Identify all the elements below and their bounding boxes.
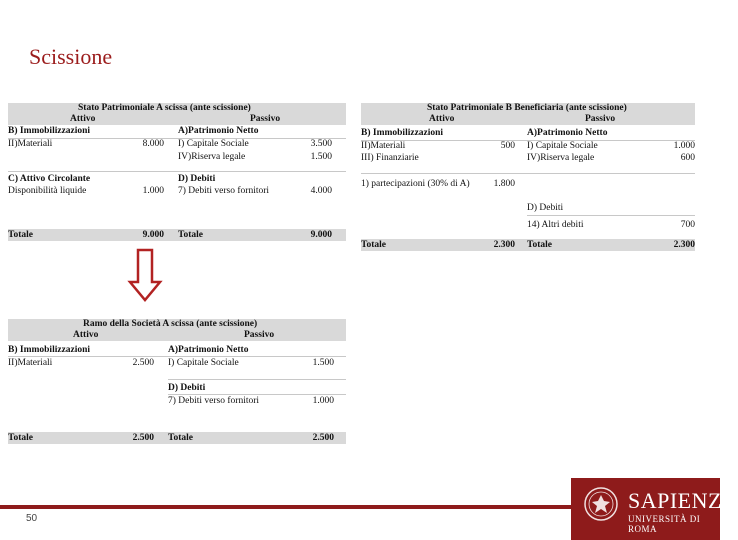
logo-subtitle: UNIVERSITÀ DI ROMA xyxy=(628,514,701,534)
down-arrow-icon xyxy=(128,248,162,302)
page-number: 50 xyxy=(26,513,38,524)
balance-sheet-a: Stato Patrimoniale A scissa (ante scissione) Attivo Passivo B) Immobilizzazioni A)Patrimonio Netto II)Materiali 8.000 I) Capitale Sociale 3.500 IV)Riserva legale 1.500 C) Attivo Circolante D) Debiti Disponibilità liquide 1.000 7) Debiti verso fornitori 4.000 Totale 9.000 Totale 9.000 xyxy=(8,103,346,243)
column-headers: Attivo Passivo xyxy=(8,330,346,341)
total-row: Totale 2.500 Totale 2.500 xyxy=(8,432,346,444)
column-headers: Attivo Passivo xyxy=(361,114,695,125)
column-headers: Attivo Passivo xyxy=(8,114,346,125)
seal-icon xyxy=(583,486,619,522)
table-header: Stato Patrimoniale A scissa (ante scissione) xyxy=(8,103,346,114)
table-header: Stato Patrimoniale B Beneficiaria (ante scissione) xyxy=(361,103,695,114)
total-row: Totale 9.000 Totale 9.000 xyxy=(8,229,346,241)
branch-balance-sheet: Ramo della Società A scissa (ante scissione) Attivo Passivo B) Immobilizzazioni A)Patrimonio Netto II)Materiali 2.500 I) Capitale Sociale 1.500 D) Debiti 7) Debiti verso fornitori 1.000 Totale 2.500 Totale 2.500 xyxy=(8,319,346,446)
table-header: Ramo della Società A scissa (ante scissione) xyxy=(8,319,346,330)
total-row: Totale 2.300 Totale 2.300 xyxy=(361,240,695,250)
logo-name: SAPIENZA xyxy=(628,488,738,513)
slide-title: Scissione xyxy=(29,44,113,69)
balance-sheet-b: Stato Patrimoniale B Beneficiaria (ante scissione) Attivo Passivo B) Immobilizzazioni A)Patrimonio Netto II)Materiali 500 I) Capitale Sociale 1.000 III) Finanziarie IV)Riserva legale 600 1) partecipazioni (30% di A) 1.800 D) Debiti 14) Altri debiti 700 Totale 2.300 Totale 2.300 xyxy=(361,103,695,250)
